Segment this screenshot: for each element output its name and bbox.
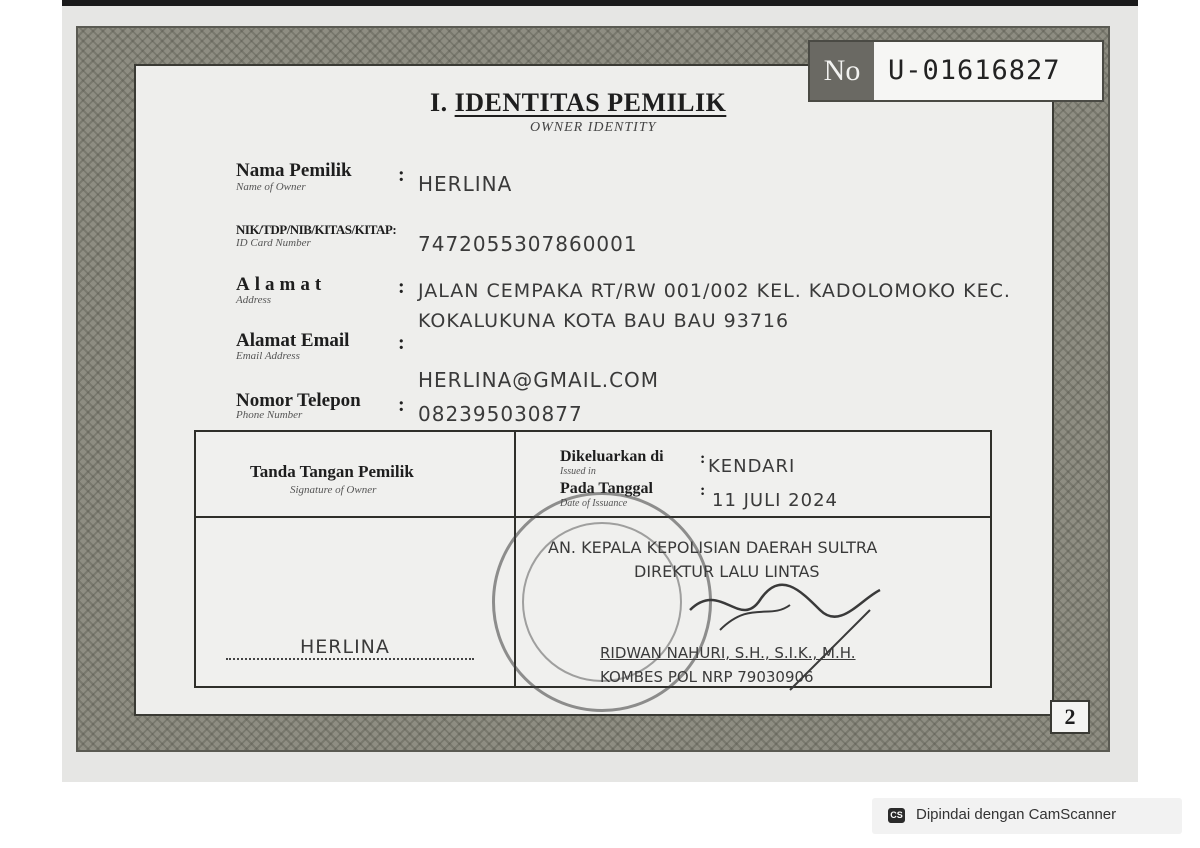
official-name: RIDWAN NAHURI, S.H., S.I.K., M.H. [600, 644, 856, 662]
owner-name-label: Nama Pemilik [236, 160, 352, 181]
phone-label: Nomor Telepon [236, 390, 361, 411]
camscanner-icon: CS [888, 808, 905, 823]
email-label: Alamat Email [236, 330, 350, 351]
colon: : [398, 332, 405, 354]
owner-signature-line [226, 658, 474, 661]
document-number-label: No [810, 42, 874, 100]
issued-on-label: Pada Tanggal [560, 480, 653, 497]
address-line2: KOKALUKUNA KOTA BAU BAU 93716 [418, 310, 790, 332]
page-number: 2 [1050, 700, 1090, 734]
issued-in-label: Dikeluarkan di [560, 448, 664, 465]
authority-line1: AN. KEPALA KEPOLISIAN DAERAH SULTRA [548, 538, 878, 557]
owner-name-value: HERLINA [418, 172, 513, 196]
email-value: HERLINA@GMAIL.COM [418, 368, 660, 392]
phone-sublabel: Phone Number [236, 409, 303, 421]
colon: : [398, 394, 405, 416]
section-subtitle: OWNER IDENTITY [530, 120, 657, 135]
address-label: Alamat [236, 274, 327, 295]
camscanner-watermark [872, 798, 1182, 834]
owner-name-sublabel: Name of Owner [236, 181, 306, 193]
id-number-sublabel: ID Card Number [236, 237, 311, 249]
address-line1: JALAN CEMPAKA RT/RW 001/002 KEL. KADOLOMOKO KEC. [418, 280, 1011, 302]
issued-in-sublabel: Issued in [560, 466, 596, 477]
signature-label: Tanda Tangan Pemilik [250, 462, 414, 481]
watermark-text: Dipindai dengan CamScanner [916, 806, 1117, 823]
colon: : [398, 276, 405, 298]
colon: : [398, 164, 405, 186]
section-title [430, 88, 726, 118]
official-rank: KOMBES POL NRP 79030906 [600, 668, 814, 686]
section-number: I. [430, 88, 448, 117]
signature-sublabel: Signature of Owner [290, 484, 377, 496]
id-number-value: 7472055307860001 [418, 232, 638, 256]
colon: : [700, 450, 706, 467]
issued-in-value: KENDARI [708, 456, 796, 477]
issued-on-sublabel: Date of Issuance [560, 498, 628, 509]
authority-line2: DIREKTUR LALU LINTAS [634, 562, 820, 581]
owner-signature-name: HERLINA [300, 636, 390, 658]
address-sublabel: Address [236, 294, 272, 306]
issued-on-value: 11 JULI 2024 [712, 490, 838, 511]
id-number-label: NIK/TDP/NIB/KITAS/KITAP: [236, 222, 397, 237]
document-number-value: U-01616827 [888, 55, 1061, 86]
document-number-box [808, 40, 1104, 102]
email-sublabel: Email Address [236, 350, 300, 362]
section-title-text: IDENTITAS PEMILIK [454, 88, 727, 117]
colon: : [700, 482, 706, 499]
phone-value: 082395030877 [418, 402, 583, 426]
